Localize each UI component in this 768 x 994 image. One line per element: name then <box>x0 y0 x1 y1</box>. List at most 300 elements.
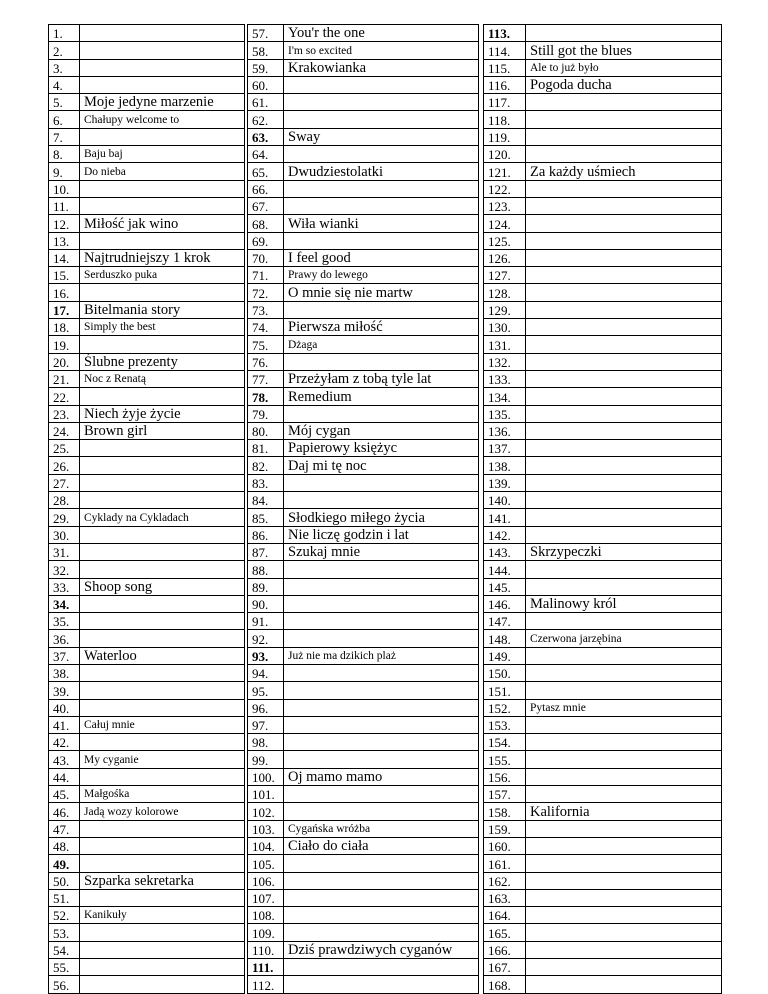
song-title <box>526 319 722 336</box>
table-row <box>49 492 245 509</box>
table-row <box>484 578 722 595</box>
song-title <box>526 561 722 578</box>
song-title <box>526 25 722 42</box>
table-row <box>484 457 722 474</box>
row-number: 91. <box>248 613 284 630</box>
row-number: 8. <box>49 146 80 163</box>
row-number: 9. <box>49 163 80 180</box>
song-title <box>80 976 245 993</box>
row-number: 125. <box>484 232 526 249</box>
table-row <box>484 526 722 543</box>
table-row <box>484 647 722 664</box>
table-row <box>49 803 245 820</box>
row-number: 93. <box>248 647 284 664</box>
song-title <box>284 889 479 906</box>
row-number: 167. <box>484 959 526 976</box>
song-title: Wiła wianki <box>284 215 479 232</box>
row-number: 69. <box>248 232 284 249</box>
song-title: Jadą wozy kolorowe <box>80 803 245 820</box>
song-title: Remedium <box>284 388 479 405</box>
song-title <box>80 959 245 976</box>
table-row <box>484 613 722 630</box>
table-row <box>49 457 245 474</box>
row-number: 39. <box>49 682 80 699</box>
row-number: 160. <box>484 837 526 854</box>
table-row <box>248 76 479 93</box>
song-title <box>526 526 722 543</box>
song-title <box>80 59 245 76</box>
song-title <box>80 474 245 491</box>
table-row <box>49 474 245 491</box>
row-number: 106. <box>248 872 284 889</box>
table-row <box>49 613 245 630</box>
table-row <box>484 699 722 716</box>
song-title <box>526 370 722 387</box>
song-title <box>526 180 722 197</box>
song-title <box>526 855 722 872</box>
table-row <box>248 751 479 768</box>
song-title <box>284 76 479 93</box>
table-row <box>248 180 479 197</box>
song-title <box>80 284 245 301</box>
table-row <box>484 215 722 232</box>
row-number: 23. <box>49 405 80 422</box>
song-title: Dwudziestolatki <box>284 163 479 180</box>
table-row <box>248 716 479 733</box>
row-number: 146. <box>484 595 526 612</box>
table-row <box>484 388 722 405</box>
table-row <box>248 353 479 370</box>
song-title <box>526 924 722 941</box>
song-title: Cygańska wróżba <box>284 820 479 837</box>
table-row <box>248 647 479 664</box>
row-number: 56. <box>49 976 80 993</box>
table-row <box>248 509 479 526</box>
table-row <box>248 232 479 249</box>
row-number: 43. <box>49 751 80 768</box>
song-title: Waterloo <box>80 647 245 664</box>
row-number: 55. <box>49 959 80 976</box>
song-title <box>80 526 245 543</box>
row-number: 166. <box>484 941 526 958</box>
row-number: 86. <box>248 526 284 543</box>
table-row <box>49 578 245 595</box>
table-row <box>484 734 722 751</box>
table-row <box>484 803 722 820</box>
row-number: 145. <box>484 578 526 595</box>
song-title: Brown girl <box>80 422 245 439</box>
row-number: 11. <box>49 197 80 214</box>
song-title: My cyganie <box>80 751 245 768</box>
song-title <box>526 578 722 595</box>
row-number: 46. <box>49 803 80 820</box>
song-title: Niech żyje życie <box>80 405 245 422</box>
row-number: 50. <box>49 872 80 889</box>
song-title <box>284 595 479 612</box>
row-number: 34. <box>49 595 80 612</box>
table-row <box>248 301 479 318</box>
song-title <box>80 76 245 93</box>
row-number: 99. <box>248 751 284 768</box>
table-row <box>248 889 479 906</box>
table-row <box>484 422 722 439</box>
song-title <box>80 543 245 560</box>
song-title <box>526 457 722 474</box>
song-title <box>284 630 479 647</box>
table-row <box>484 543 722 560</box>
song-title: You'r the one <box>284 25 479 42</box>
row-number: 150. <box>484 664 526 681</box>
song-table-body <box>484 25 722 994</box>
row-number: 122. <box>484 180 526 197</box>
row-number: 95. <box>248 682 284 699</box>
table-row <box>484 94 722 111</box>
song-title <box>80 820 245 837</box>
row-number: 73. <box>248 301 284 318</box>
table-row <box>49 440 245 457</box>
table-row <box>49 94 245 111</box>
row-number: 141. <box>484 509 526 526</box>
table-row <box>484 197 722 214</box>
table-row <box>248 803 479 820</box>
song-title <box>526 405 722 422</box>
table-row <box>49 664 245 681</box>
song-title: Baju baj <box>80 146 245 163</box>
table-row <box>484 59 722 76</box>
row-number: 111. <box>248 959 284 976</box>
table-row <box>49 959 245 976</box>
row-number: 163. <box>484 889 526 906</box>
song-title <box>284 959 479 976</box>
table-row <box>49 370 245 387</box>
table-row <box>49 630 245 647</box>
row-number: 92. <box>248 630 284 647</box>
table-row <box>484 872 722 889</box>
row-number: 90. <box>248 595 284 612</box>
table-row <box>484 353 722 370</box>
table-row <box>484 509 722 526</box>
table-row <box>248 474 479 491</box>
row-number: 97. <box>248 716 284 733</box>
row-number: 70. <box>248 249 284 266</box>
row-number: 79. <box>248 405 284 422</box>
row-number: 80. <box>248 422 284 439</box>
table-row <box>248 855 479 872</box>
song-title: Małgośka <box>80 786 245 803</box>
row-number: 137. <box>484 440 526 457</box>
song-title <box>284 907 479 924</box>
song-title <box>80 941 245 958</box>
table-row <box>484 76 722 93</box>
row-number: 164. <box>484 907 526 924</box>
table-row <box>248 543 479 560</box>
song-title <box>284 146 479 163</box>
row-number: 103. <box>248 820 284 837</box>
row-number: 64. <box>248 146 284 163</box>
row-number: 157. <box>484 786 526 803</box>
row-number: 153. <box>484 716 526 733</box>
row-number: 168. <box>484 976 526 993</box>
song-title <box>526 647 722 664</box>
row-number: 62. <box>248 111 284 128</box>
table-row <box>49 768 245 785</box>
row-number: 83. <box>248 474 284 491</box>
row-number: 31. <box>49 543 80 560</box>
song-title: Szparka sekretarka <box>80 872 245 889</box>
song-title <box>526 941 722 958</box>
table-row <box>248 59 479 76</box>
row-number: 32. <box>49 561 80 578</box>
row-number: 82. <box>248 457 284 474</box>
row-number: 10. <box>49 180 80 197</box>
song-title <box>284 492 479 509</box>
song-table-col-1 <box>48 24 245 994</box>
row-number: 104. <box>248 837 284 854</box>
table-row <box>484 232 722 249</box>
row-number: 154. <box>484 734 526 751</box>
table-row <box>49 595 245 612</box>
song-title: Całuj mnie <box>80 716 245 733</box>
row-number: 3. <box>49 59 80 76</box>
row-number: 126. <box>484 249 526 266</box>
row-number: 7. <box>49 128 80 145</box>
row-number: 13. <box>49 232 80 249</box>
song-title <box>284 716 479 733</box>
table-row <box>49 699 245 716</box>
row-number: 147. <box>484 613 526 630</box>
table-row <box>49 907 245 924</box>
song-title <box>526 682 722 699</box>
song-title <box>284 232 479 249</box>
song-title: Dżaga <box>284 336 479 353</box>
song-title: I'm so excited <box>284 42 479 59</box>
table-row <box>49 837 245 854</box>
row-number: 26. <box>49 457 80 474</box>
table-row <box>49 319 245 336</box>
row-number: 33. <box>49 578 80 595</box>
row-number: 59. <box>248 59 284 76</box>
table-row <box>49 976 245 993</box>
table-row <box>484 907 722 924</box>
song-title: Malinowy król <box>526 595 722 612</box>
table-row <box>49 388 245 405</box>
song-title: Pytasz mnie <box>526 699 722 716</box>
song-title <box>284 872 479 889</box>
row-number: 78. <box>248 388 284 405</box>
row-number: 133. <box>484 370 526 387</box>
song-title <box>80 128 245 145</box>
row-number: 57. <box>248 25 284 42</box>
table-row <box>248 526 479 543</box>
song-title <box>526 768 722 785</box>
song-title <box>284 682 479 699</box>
song-title <box>526 716 722 733</box>
song-title <box>526 976 722 993</box>
row-number: 36. <box>49 630 80 647</box>
row-number: 58. <box>248 42 284 59</box>
table-row <box>484 889 722 906</box>
table-row <box>49 820 245 837</box>
row-number: 155. <box>484 751 526 768</box>
song-title: Bitelmania story <box>80 301 245 318</box>
song-title <box>526 232 722 249</box>
song-title <box>284 405 479 422</box>
row-number: 29. <box>49 509 80 526</box>
table-row <box>49 301 245 318</box>
row-number: 81. <box>248 440 284 457</box>
song-title <box>80 25 245 42</box>
row-number: 16. <box>49 284 80 301</box>
song-table-col-2 <box>247 24 479 994</box>
song-title <box>80 492 245 509</box>
song-title <box>284 301 479 318</box>
row-number: 24. <box>49 422 80 439</box>
song-title <box>284 474 479 491</box>
table-row <box>49 25 245 42</box>
song-title <box>526 613 722 630</box>
song-title <box>80 336 245 353</box>
song-title <box>80 664 245 681</box>
row-number: 85. <box>248 509 284 526</box>
table-row <box>484 751 722 768</box>
table-row <box>49 336 245 353</box>
song-title <box>526 751 722 768</box>
row-number: 115. <box>484 59 526 76</box>
row-number: 66. <box>248 180 284 197</box>
table-row <box>484 561 722 578</box>
table-row <box>484 42 722 59</box>
row-number: 38. <box>49 664 80 681</box>
table-row <box>484 976 722 993</box>
table-row <box>484 595 722 612</box>
song-title <box>526 820 722 837</box>
row-number: 89. <box>248 578 284 595</box>
song-title: Kanikuły <box>80 907 245 924</box>
table-row <box>49 543 245 560</box>
song-title <box>526 786 722 803</box>
row-number: 116. <box>484 76 526 93</box>
song-title <box>284 94 479 111</box>
table-row <box>248 25 479 42</box>
song-title <box>284 751 479 768</box>
row-number: 52. <box>49 907 80 924</box>
table-row <box>484 301 722 318</box>
table-row <box>248 872 479 889</box>
table-row <box>49 561 245 578</box>
song-title <box>80 699 245 716</box>
row-number: 45. <box>49 786 80 803</box>
table-row <box>49 232 245 249</box>
table-row <box>49 734 245 751</box>
song-title <box>526 128 722 145</box>
table-row <box>484 837 722 854</box>
table-row <box>484 128 722 145</box>
table-row <box>484 664 722 681</box>
row-number: 138. <box>484 457 526 474</box>
table-row <box>248 492 479 509</box>
song-title <box>80 924 245 941</box>
table-row <box>49 180 245 197</box>
song-title <box>284 197 479 214</box>
row-number: 127. <box>484 267 526 284</box>
table-row <box>248 94 479 111</box>
song-title: Oj mamo mamo <box>284 768 479 785</box>
song-title <box>80 855 245 872</box>
table-row <box>248 111 479 128</box>
row-number: 107. <box>248 889 284 906</box>
row-number: 140. <box>484 492 526 509</box>
table-row <box>484 440 722 457</box>
row-number: 68. <box>248 215 284 232</box>
song-title <box>526 509 722 526</box>
song-title <box>526 734 722 751</box>
song-table-body <box>49 25 245 994</box>
table-row <box>248 561 479 578</box>
table-row <box>49 42 245 59</box>
row-number: 124. <box>484 215 526 232</box>
song-title <box>526 492 722 509</box>
song-title <box>526 872 722 889</box>
song-title <box>526 837 722 854</box>
table-row <box>49 422 245 439</box>
song-title <box>80 440 245 457</box>
song-title <box>526 440 722 457</box>
row-number: 117. <box>484 94 526 111</box>
row-number: 118. <box>484 111 526 128</box>
row-number: 22. <box>49 388 80 405</box>
row-number: 54. <box>49 941 80 958</box>
table-row <box>248 682 479 699</box>
row-number: 94. <box>248 664 284 681</box>
song-title: Still got the blues <box>526 42 722 59</box>
table-row <box>248 630 479 647</box>
row-number: 121. <box>484 163 526 180</box>
song-title <box>284 976 479 993</box>
row-number: 102. <box>248 803 284 820</box>
table-row <box>49 215 245 232</box>
table-row <box>248 924 479 941</box>
row-number: 156. <box>484 768 526 785</box>
row-number: 67. <box>248 197 284 214</box>
table-row <box>484 820 722 837</box>
table-row <box>484 25 722 42</box>
table-row <box>49 716 245 733</box>
song-title: Cyklady na Cykladach <box>80 509 245 526</box>
row-number: 6. <box>49 111 80 128</box>
table-row <box>49 284 245 301</box>
table-row <box>484 924 722 941</box>
table-row <box>484 284 722 301</box>
song-title <box>526 959 722 976</box>
song-title: Pierwsza miłość <box>284 319 479 336</box>
row-number: 113. <box>484 25 526 42</box>
table-row <box>248 578 479 595</box>
row-number: 132. <box>484 353 526 370</box>
song-title: Mój cygan <box>284 422 479 439</box>
row-number: 49. <box>49 855 80 872</box>
song-title <box>526 336 722 353</box>
row-number: 76. <box>248 353 284 370</box>
row-number: 158. <box>484 803 526 820</box>
song-title <box>284 353 479 370</box>
row-number: 75. <box>248 336 284 353</box>
table-row <box>248 267 479 284</box>
song-title: Skrzypeczki <box>526 543 722 560</box>
row-number: 120. <box>484 146 526 163</box>
song-title <box>526 146 722 163</box>
song-title: Kalifornia <box>526 803 722 820</box>
row-number: 61. <box>248 94 284 111</box>
